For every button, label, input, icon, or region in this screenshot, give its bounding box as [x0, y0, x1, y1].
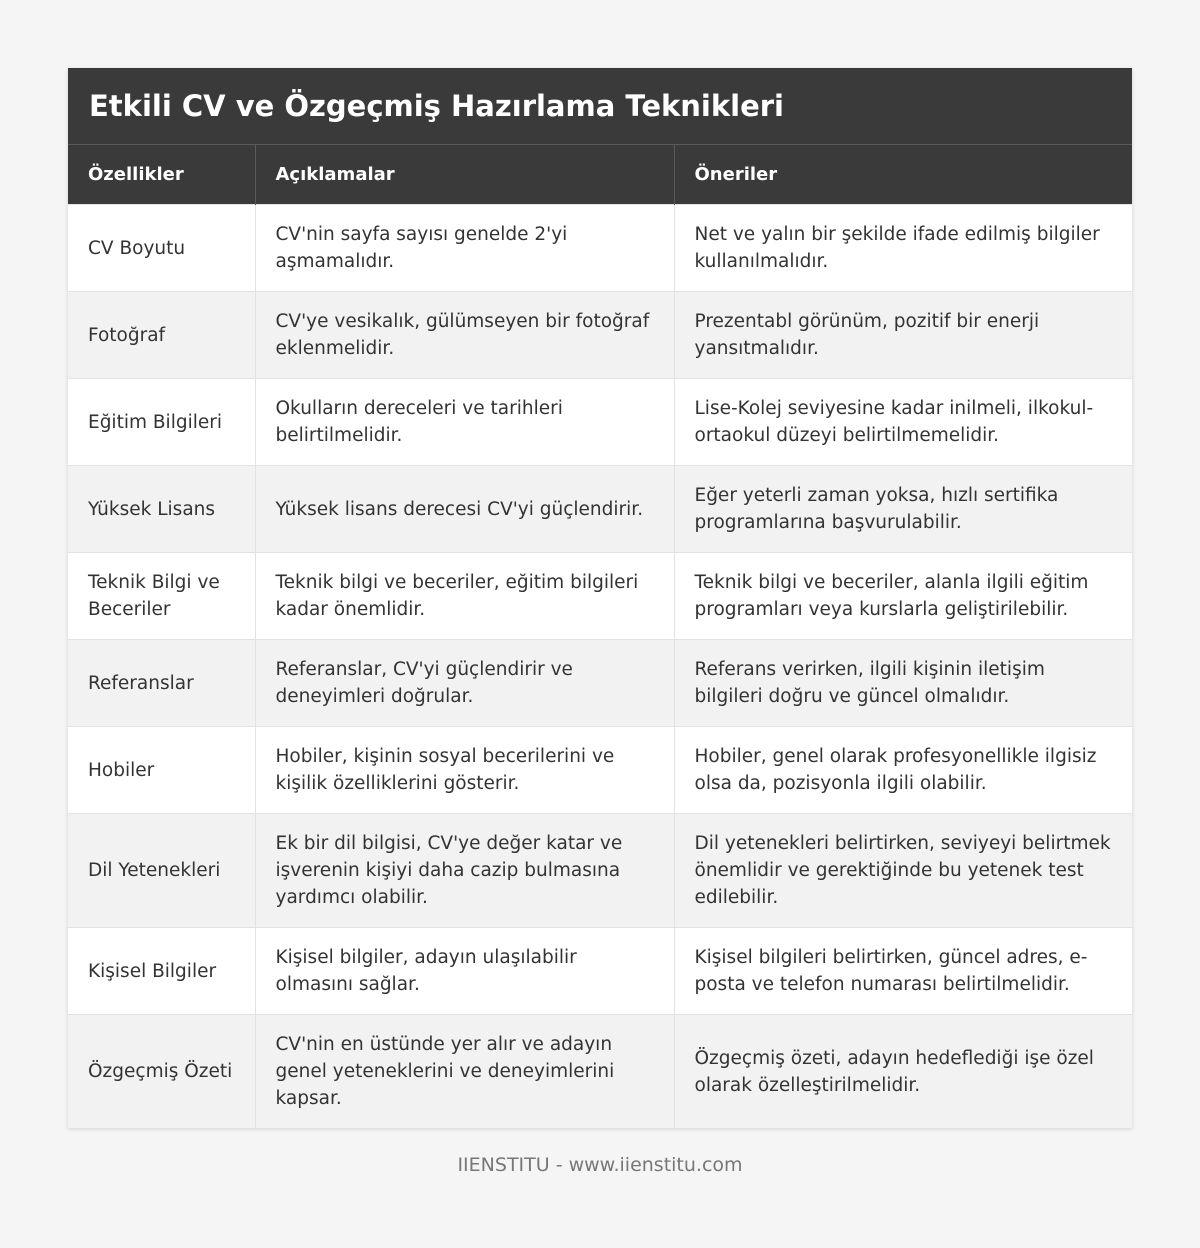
column-header-descriptions: Açıklamalar: [255, 145, 674, 205]
feature-cell: Dil Yetenekleri: [68, 814, 255, 928]
features-table: [68, 144, 1132, 1128]
table-row: [68, 640, 1132, 727]
description-cell: Referanslar, CV'yi güçlendirir ve deneyimleri doğrular.: [255, 640, 674, 727]
table-row: [68, 1015, 1132, 1129]
description-cell: Kişisel bilgiler, adayın ulaşılabilir olmasını sağlar.: [255, 928, 674, 1015]
feature-cell: Hobiler: [68, 727, 255, 814]
table-title: Etkili CV ve Özgeçmiş Hazırlama Teknikleri: [68, 68, 1132, 144]
table-row: [68, 292, 1132, 379]
recommendation-cell: Eğer yeterli zaman yoksa, hızlı sertifika programlarına başvurulabilir.: [674, 466, 1132, 553]
table-row: [68, 466, 1132, 553]
recommendation-cell: Kişisel bilgileri belirtirken, güncel adres, e-posta ve telefon numarası belirtilmelidir.: [674, 928, 1132, 1015]
feature-cell: CV Boyutu: [68, 205, 255, 292]
recommendation-cell: Referans verirken, ilgili kişinin iletişim bilgileri doğru ve güncel olmalıdır.: [674, 640, 1132, 727]
description-cell: Okulların dereceleri ve tarihleri belirtilmelidir.: [255, 379, 674, 466]
recommendation-cell: Hobiler, genel olarak profesyonellikle ilgisiz olsa da, pozisyonla ilgili olabilir.: [674, 727, 1132, 814]
header-row: [68, 145, 1132, 205]
recommendation-cell: Net ve yalın bir şekilde ifade edilmiş bilgiler kullanılmalıdır.: [674, 205, 1132, 292]
recommendation-cell: Lise-Kolej seviyesine kadar inilmeli, ilkokul-ortaokul düzeyi belirtilmemelidir.: [674, 379, 1132, 466]
description-cell: CV'ye vesikalık, gülümseyen bir fotoğraf eklenmelidir.: [255, 292, 674, 379]
table-card: [68, 68, 1132, 1128]
recommendation-cell: Özgeçmiş özeti, adayın hedeflediği işe özel olarak özelleştirilmelidir.: [674, 1015, 1132, 1129]
description-cell: Ek bir dil bilgisi, CV'ye değer katar ve işverenin kişiyi daha cazip bulmasına yardımcı olabilir.: [255, 814, 674, 928]
feature-cell: Referanslar: [68, 640, 255, 727]
description-cell: Teknik bilgi ve beceriler, eğitim bilgileri kadar önemlidir.: [255, 553, 674, 640]
description-cell: CV'nin sayfa sayısı genelde 2'yi aşmamalıdır.: [255, 205, 674, 292]
recommendation-cell: Teknik bilgi ve beceriler, alanla ilgili eğitim programları veya kurslarla geliştirilebilir.: [674, 553, 1132, 640]
table-row: [68, 553, 1132, 640]
recommendation-cell: Dil yetenekleri belirtirken, seviyeyi belirtmek önemlidir ve gerektiğinde bu yetenek test edilebilir.: [674, 814, 1132, 928]
table-row: [68, 928, 1132, 1015]
recommendation-cell: Prezentabl görünüm, pozitif bir enerji yansıtmalıdır.: [674, 292, 1132, 379]
feature-cell: Teknik Bilgi ve Beceriler: [68, 553, 255, 640]
feature-cell: Eğitim Bilgileri: [68, 379, 255, 466]
table-row: [68, 205, 1132, 292]
column-header-features: Özellikler: [68, 145, 255, 205]
column-header-recommendations: Öneriler: [674, 145, 1132, 205]
table-row: [68, 814, 1132, 928]
table-row: [68, 379, 1132, 466]
table-row: [68, 727, 1132, 814]
description-cell: CV'nin en üstünde yer alır ve adayın genel yeteneklerini ve deneyimlerini kapsar.: [255, 1015, 674, 1129]
feature-cell: Fotoğraf: [68, 292, 255, 379]
feature-cell: Özgeçmiş Özeti: [68, 1015, 255, 1129]
feature-cell: Yüksek Lisans: [68, 466, 255, 553]
description-cell: Hobiler, kişinin sosyal becerilerini ve kişilik özelliklerini gösterir.: [255, 727, 674, 814]
footer-credit: IIENSTITU - www.iienstitu.com: [457, 1154, 743, 1176]
feature-cell: Kişisel Bilgiler: [68, 928, 255, 1015]
description-cell: Yüksek lisans derecesi CV'yi güçlendirir.: [255, 466, 674, 553]
